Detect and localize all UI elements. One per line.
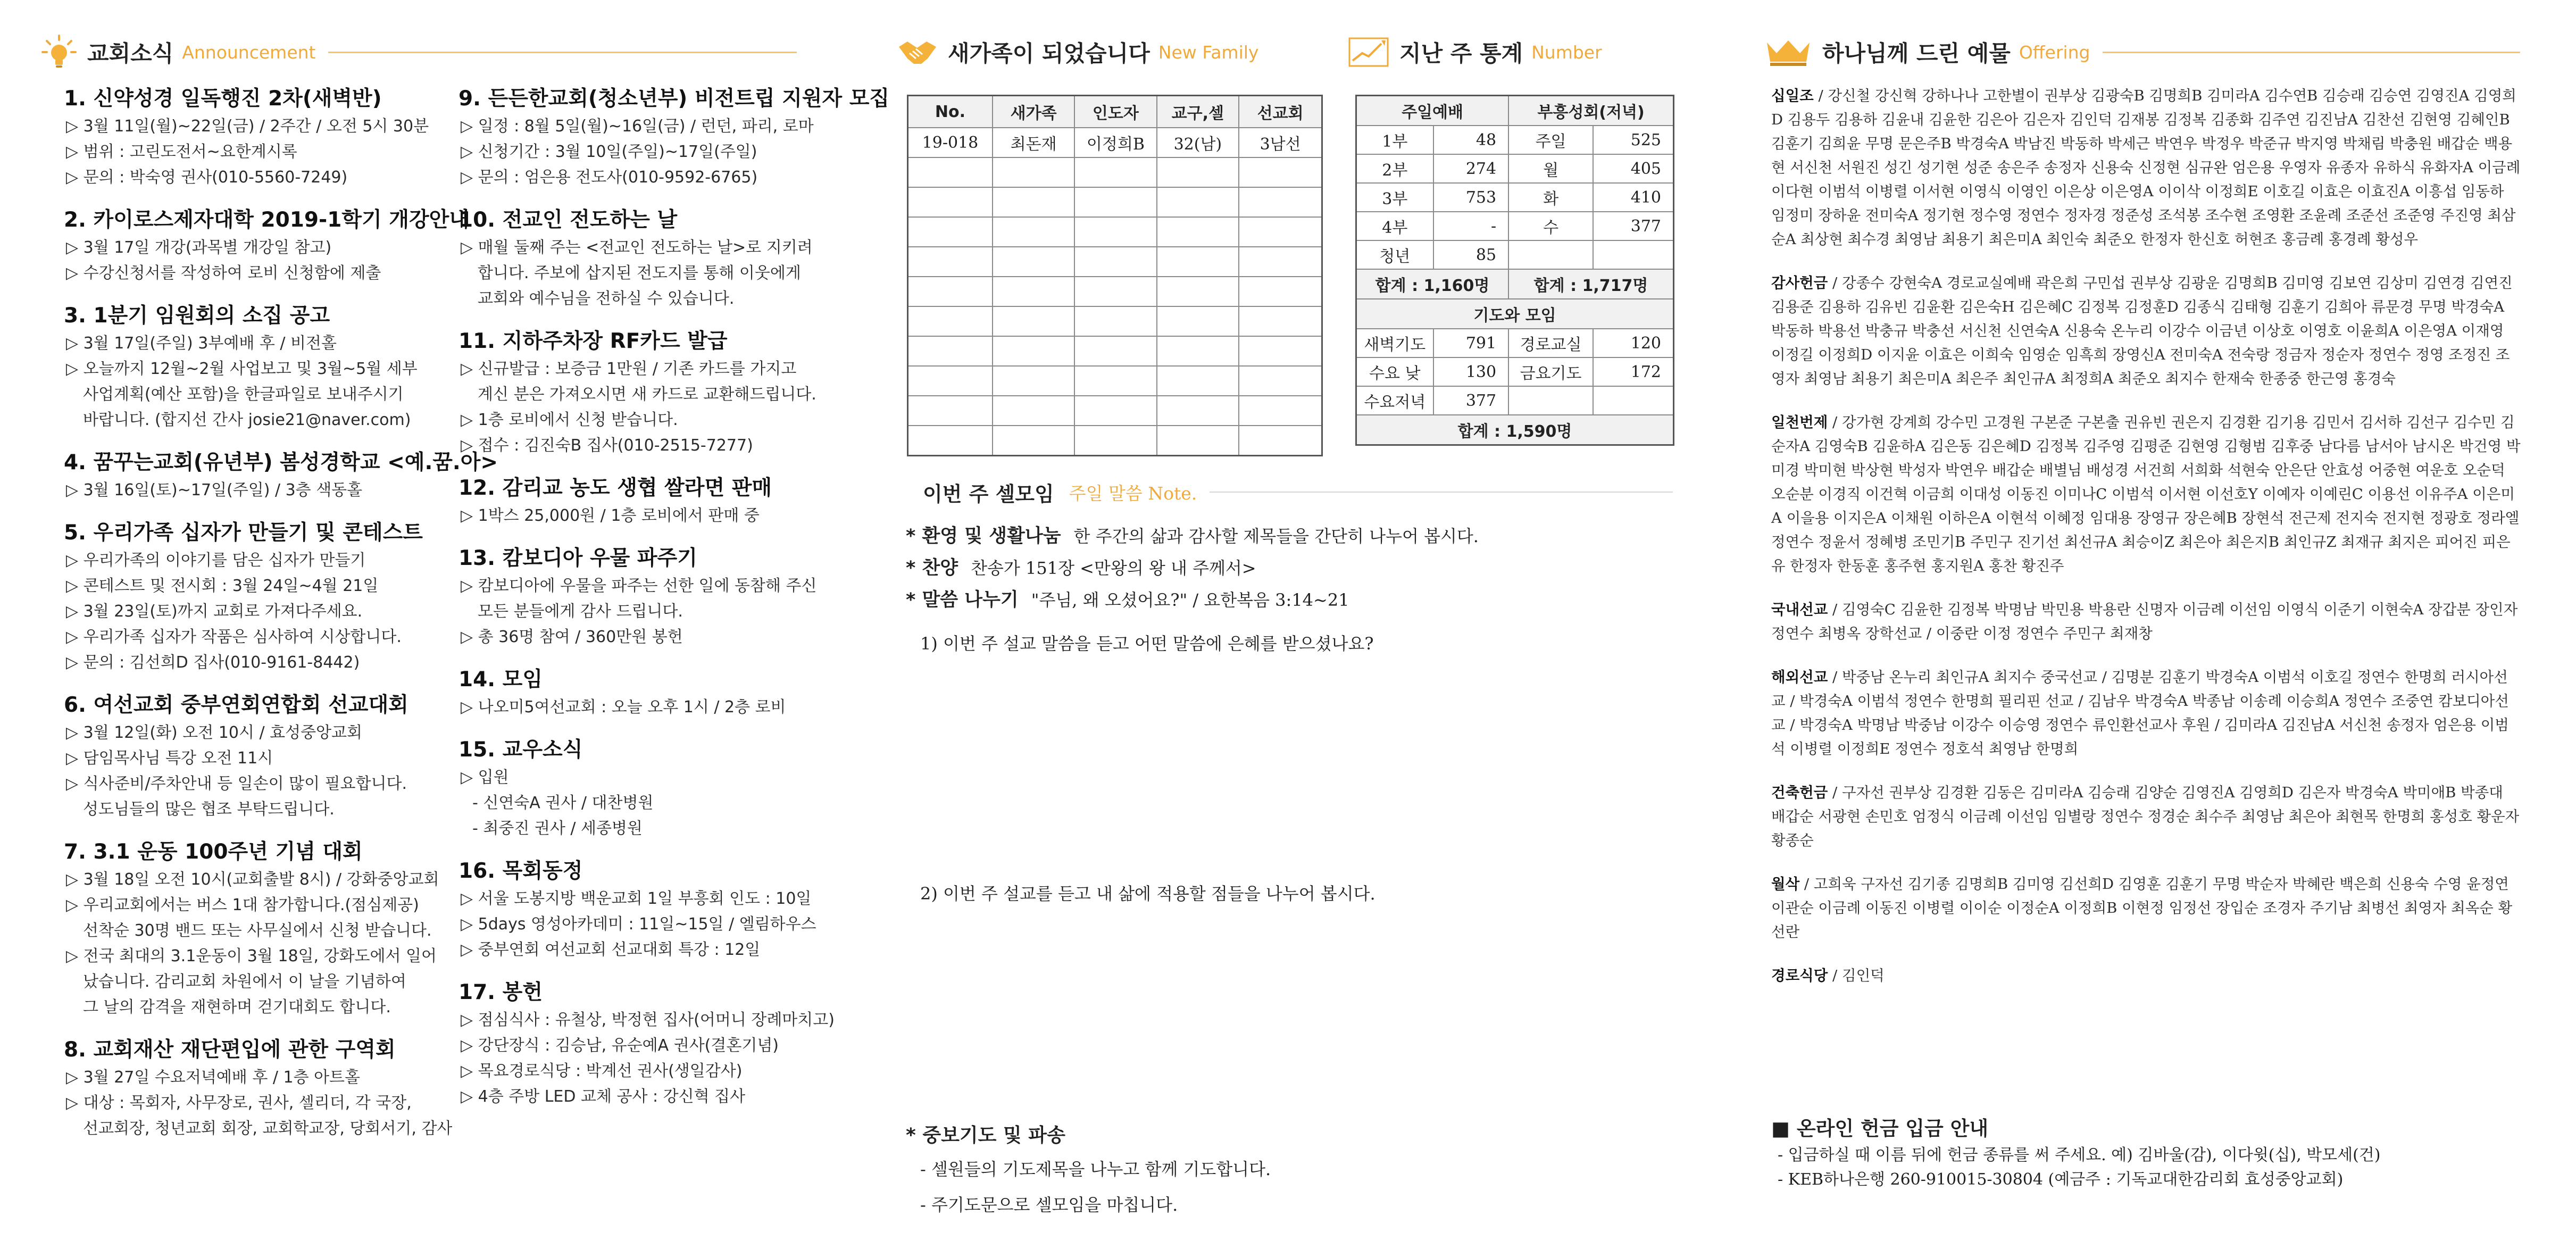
offering-section xyxy=(1771,598,2521,646)
announcement-item-line: - 최중진 권사 / 세종병원 xyxy=(472,819,643,838)
new-family-cell xyxy=(1239,217,1322,247)
announcement-item-line: ▷ 3월 17일 개강(과목별 개강일 참고) xyxy=(66,238,332,257)
new-family-cell xyxy=(1239,396,1322,426)
announcement-item-line: 성도님들의 많은 협조 부탁드립니다. xyxy=(83,800,335,819)
announcement-item-line: ▷ 서울 도봉지방 백운교회 1일 부흥회 인도 : 10일 xyxy=(461,889,812,908)
stats-value: 48 xyxy=(1433,126,1509,154)
announcement-item-line: ▷ 3월 27일 수요저녁예배 후 / 1층 아트홀 xyxy=(66,1068,361,1087)
announcement-header xyxy=(41,26,797,79)
announcement-item xyxy=(458,327,831,459)
announcement-item-line: ▷ 3월 17일(주일) 3부예배 후 / 비전홀 xyxy=(66,334,337,353)
announcement-item-line: ▷ 3월 16일(토)~17일(주일) / 3층 색동홀 xyxy=(66,481,363,500)
new-family-cell xyxy=(1157,396,1239,426)
stats-label: 화 xyxy=(1508,183,1593,212)
stats-value: 120 xyxy=(1593,329,1673,357)
table-row xyxy=(1356,154,1674,183)
cell-meeting-item xyxy=(906,520,1661,552)
new-family-cell xyxy=(993,366,1074,396)
cell-meeting-rule xyxy=(1210,492,1673,493)
table-row xyxy=(1356,183,1674,212)
announcement-item-line: ▷ 신청기간 : 3월 10일(주일)~17일(주일) xyxy=(461,143,757,161)
cell-meeting-item-text: 한 주간의 삶과 감사할 제목들을 간단히 나누어 봅시다. xyxy=(1073,526,1479,546)
new-family-cell xyxy=(993,306,1074,336)
stats-label xyxy=(1508,240,1593,269)
new-family-column-header: No. xyxy=(908,96,993,128)
announcement-item-title: 12. 감리교 농도 생협 쌀라면 판매 xyxy=(458,476,772,500)
announcement-title: 교회소식 xyxy=(87,40,174,66)
header-rule xyxy=(328,52,797,53)
announcement-item-line: 사업계획(예산 포함)을 한글파일로 보내주시기 xyxy=(83,385,404,404)
new-family-cell xyxy=(1239,187,1322,217)
stats-label: 새벽기도 xyxy=(1356,329,1433,357)
crown-icon xyxy=(1765,37,1812,67)
announcement-item-title: 5. 우리가족 십자가 만들기 및 콘테스트 xyxy=(64,521,423,545)
announcement-item xyxy=(64,518,447,676)
new-family-cell: 최돈재 xyxy=(993,128,1074,157)
announcement-item-line: ▷ 오늘까지 12월~2월 사업보고 및 3월~5월 세부 xyxy=(66,360,418,378)
stats-value xyxy=(1593,240,1673,269)
announcement-item-line: ▷ 목요경로식당 : 박계선 권사(생일감사) xyxy=(461,1062,743,1080)
announcement-item-line: ▷ 신규발급 : 보증금 1만원 / 기존 카드를 가지고 xyxy=(461,360,797,378)
cell-meeting-items xyxy=(906,520,1661,616)
new-family-table xyxy=(907,95,1323,456)
new-family-column-header: 선교회 xyxy=(1239,96,1322,128)
new-family-cell xyxy=(1157,306,1239,336)
announcement-item-line: ▷ 나오미5여선교회 : 오늘 오후 1시 / 2층 로비 xyxy=(461,698,786,717)
table-row xyxy=(1356,415,1674,445)
announcement-item xyxy=(64,1035,453,1142)
stats-label: 월 xyxy=(1508,154,1593,183)
offering-title-en: Offering xyxy=(2019,41,2090,63)
announcement-item-line: ▷ 매월 둘째 주는 <전교인 전도하는 날>로 지키려 xyxy=(461,238,813,257)
stats-value: 377 xyxy=(1593,212,1673,240)
announcement-item-line: ▷ 우리가족의 이야기를 담은 십자가 만들기 xyxy=(66,551,366,570)
new-family-cell xyxy=(993,336,1074,366)
new-family-cell: 3남선 xyxy=(1239,128,1322,157)
new-family-cell xyxy=(1157,217,1239,247)
announcement-item-line: ▷ 범위 : 고린도전서~요한계시록 xyxy=(66,143,297,161)
offering-names: / 고희욱 구자선 김기종 김명희B 김미영 김선희D 김영훈 김훈기 무명 박순자 박혜란 백은희 신용숙 수영 윤정연 이관순 이금례 이동진 이병렬 이이순 이정순A 이정희B 이현정 임정선 장입순 조경자 주기남 최병선 최영자 최옥순 황선란 xyxy=(1771,876,2513,940)
new-family-cell xyxy=(1074,247,1156,277)
announcement-item xyxy=(64,837,447,1020)
stats-label: 수 xyxy=(1508,212,1593,240)
new-family-cell xyxy=(993,157,1074,187)
announcement-item-line: ▷ 3월 11일(월)~22일(금) / 2주간 / 오전 5시 30분 xyxy=(66,117,429,136)
announcement-item-line: - 신연숙A 권사 / 대찬병원 xyxy=(472,794,654,812)
announcement-item-line: 났습니다. 감리교회 차원에서 이 날을 기념하여 xyxy=(83,972,406,991)
new-family-column-header: 새가족 xyxy=(993,96,1074,128)
announcement-item-title: 7. 3.1 운동 100주년 기념 대회 xyxy=(64,840,363,864)
offering-section xyxy=(1771,271,2521,391)
offering-category: 일천번제 xyxy=(1771,414,1828,431)
stats-label: 1부 xyxy=(1356,126,1433,154)
announcement-item-line: 그 날의 감격을 재현하며 걷기대회도 합니다. xyxy=(83,998,391,1017)
announcement-item-title: 11. 지하주차장 RF카드 발급 xyxy=(458,329,728,353)
announcement-item-title: 10. 전교인 전도하는 날 xyxy=(458,208,678,232)
cell-meeting-item-text: "주님, 왜 오셨어요?" / 요한복음 3:14~21 xyxy=(1031,590,1349,610)
offering-names: / 구자선 권부상 김경환 김동은 김미라A 김승래 김양순 김영진A 김영희D 김은자 박경숙A 박미애B 박종대 배갑순 서광현 손민호 엄정식 이금례 이선임 임별랑 정연수 정경순 최수주 최영남 최은아 최현목 한명희 홍성호 황운자 황종순 xyxy=(1771,784,2520,849)
stats-label: 수요 낮 xyxy=(1356,357,1433,386)
offering-names: / 박중남 온누리 최인규A 최지수 중국선교 / 김명분 김훈기 박경숙A 이범석 이호길 정연수 한명희 러시아선교 / 박경숙A 이범석 정연수 한명희 필리핀 선교 / 김남우 박경숙A 박종남 이송례 이승희A 정연수 조중연 캄보디아선교 / 박경숙A 박명남 박중남 이강수 이승영 정연수 류인환선교사 후원 / 김미라A 김진남A 서신천 송정자 엄은용 이범석 이병렬 이정희E 정연수 정호석 최영남 한명희 xyxy=(1771,669,2509,757)
stats-label xyxy=(1508,386,1593,415)
new-family-cell xyxy=(1074,187,1156,217)
announcement-item-line: ▷ 접수 : 김진숙B 집사(010-2515-7277) xyxy=(461,436,753,455)
offering-names: / 강신철 강신혁 강하나나 고한별이 권부상 김광숙B 김명희B 김미라A 김수연B 김승래 김승연 김영진A 김영희D 김용두 김용하 김윤내 김윤한 김은아 김은자 김인덕 김재봉 김정복 김종화 김주연 김진남A 김찬선 김현영 김혜인B 김훈기 김희윤 무명 문은주B 박경숙A 박남진 박동하 박세근 박연우 박정우 박준규 박지영 박채림 박충원 배갑순 백용현 서신천 서원진 성긴 성기현 성준 송은주 송정자 신용숙 신정현 심규완 엄은용 우영자 유종자 유하식 유화자A 이금례 이다현 이범석 이병렬 이서현 이영식 이영인 이은상 이은영A 이이삭 이정희E 이호길 이효은 이효진A 이흥섭 임동하 임정미 장하윤 전미숙A 정기현 정수영 정연수 정자경 정준성 조석봉 조수현 조영환 조윤례 조준선 조준영 주진영 최삼순A 최상현 최수경 최영남 최용기 최은미A 최인숙 최준오 한정자 한신호 허현조 홍금례 홍경례 황성우 xyxy=(1771,87,2521,248)
stats-title-en: Number xyxy=(1531,41,1602,63)
new-family-cell xyxy=(908,426,993,456)
intercession-line-2: - 주기도문으로 셀모임을 마칩니다. xyxy=(920,1195,1178,1215)
intercession-line-1: - 셀원들의 기도제목을 나누고 함께 기도합니다. xyxy=(920,1159,1271,1179)
table-row xyxy=(908,247,1322,277)
new-family-cell xyxy=(1074,157,1156,187)
new-family-column-header: 교구,셀 xyxy=(1157,96,1239,128)
announcement-item-line: 바랍니다. (합지선 간사 josie21@naver.com) xyxy=(83,411,411,429)
new-family-cell: 19-018 xyxy=(908,128,993,157)
new-family-cell xyxy=(1239,306,1322,336)
online-offering-title: ■ 온라인 헌금 입금 안내 xyxy=(1771,1117,1989,1140)
announcement-item-line: ▷ 콘테스트 및 전시회 : 3월 24일~4월 21일 xyxy=(66,577,379,595)
new-family-cell xyxy=(908,277,993,306)
stats-value: 405 xyxy=(1593,154,1673,183)
stats-label: 주일 xyxy=(1508,126,1593,154)
announcement-item-line: ▷ 강단장식 : 김승남, 유순예A 권사(결혼기념) xyxy=(461,1036,779,1055)
revival-total: 합계 : 1,717명 xyxy=(1508,269,1673,299)
cell-meeting-item-label: * 환영 및 생활나눔 xyxy=(906,526,1061,547)
new-family-cell xyxy=(908,247,993,277)
new-family-cell xyxy=(1239,157,1322,187)
new-family-cell xyxy=(1239,426,1322,456)
table-row xyxy=(908,426,1322,456)
announcement-item-line: ▷ 일정 : 8월 5일(월)~16일(금) / 런던, 파리, 로마 xyxy=(461,117,814,136)
announcement-item-line: ▷ 우리가족 십자가 작품은 심사하여 시상합니다. xyxy=(66,628,402,646)
offering-section xyxy=(1771,872,2521,944)
cell-meeting-subtitle: 주일 말씀 Note. xyxy=(1069,482,1197,504)
offering-category: 국내선교 xyxy=(1771,601,1828,618)
announcement-item xyxy=(64,690,447,822)
table-row xyxy=(908,336,1322,366)
announcement-item-title: 4. 꿈꾸는교회(유년부) 봄성경학교 <예.꿈.아> xyxy=(64,451,498,475)
new-family-cell xyxy=(908,366,993,396)
table-row xyxy=(1356,357,1674,386)
announcement-item-line: ▷ 수강신청서를 작성하여 로비 신청함에 제출 xyxy=(66,264,381,282)
offering-names: / 김인덕 xyxy=(1832,967,1885,984)
new-family-cell xyxy=(1157,247,1239,277)
announcement-column-2 xyxy=(458,84,890,1125)
offering-category: 경로식당 xyxy=(1771,967,1828,984)
announcement-item-line: ▷ 3월 18일 오전 10시(교회출발 8시) / 강화중앙교회 xyxy=(66,870,439,889)
offering-category: 월삭 xyxy=(1771,876,1800,893)
new-family-cell xyxy=(1074,306,1156,336)
stats-value: 172 xyxy=(1593,357,1673,386)
new-family-cell xyxy=(1157,157,1239,187)
new-family-cell xyxy=(993,426,1074,456)
announcement-item-line: ▷ 3월 12일(화) 오전 10시 / 효성중앙교회 xyxy=(66,723,362,742)
announcement-item-line: ▷ 캄보디아에 우물을 파주는 선한 일에 동참해 주신 xyxy=(461,577,817,595)
new-family-cell xyxy=(1074,366,1156,396)
cell-meeting-item-label: * 말씀 나누기 xyxy=(906,589,1019,611)
announcement-item-line: ▷ 1박스 25,000원 / 1층 로비에서 판매 중 xyxy=(461,506,760,525)
stats-value: 791 xyxy=(1433,329,1509,357)
revival-header: 부흥성회(저녁) xyxy=(1508,96,1673,126)
new-family-cell xyxy=(1074,426,1156,456)
cell-meeting-item xyxy=(906,584,1661,616)
offering-list xyxy=(1771,84,2521,1008)
new-family-cell xyxy=(908,187,993,217)
announcement-item-line: 모든 분들에게 감사 드립니다. xyxy=(478,602,683,621)
new-family-cell xyxy=(908,157,993,187)
table-row xyxy=(1356,299,1674,329)
stats-header xyxy=(1348,26,1678,79)
new-family-cell xyxy=(1074,396,1156,426)
offering-names: / 강가현 강계희 강수민 고경원 구본준 구본출 권유빈 권은지 김경환 김기용 김민서 김서하 김선구 김수민 김순자A 김영숙B 김윤하A 김은동 김은혜D 김정복 김주영 김평준 김현영 김형범 김후중 남다름 남서아 남시온 박건영 박미경 박미현 박상현 박성자 박연우 배갑순 배별님 배성경 서건희 서희화 석현숙 안은단 안효성 어중현 여운호 오순덕 오순분 이경직 이건혁 이금희 이대성 이동진 이미나C 이범석 이서현 이선호Y 이예자 이예린C 이용선 이유주A 이은미A 이을용 이지은A 이채원 이하은A 이현석 이혜정 임대용 장영규 장은혜B 장현석 전근제 전지숙 전지현 정광호 정라엘 정연수 정윤서 정혜병 조민기B 주민구 진기선 최선규A 최승이Z 최은아 최은지B 최인규Z 최재규 최지은 피어진 피은유 한정자 한동훈 홍주현 홍지원A 홍찬 황진주 xyxy=(1771,414,2521,575)
sunday-total: 합계 : 1,160명 xyxy=(1356,269,1509,299)
offering-category: 해외선교 xyxy=(1771,669,1828,686)
announcement-item-line: 교회와 예수님을 전하실 수 있습니다. xyxy=(478,289,735,308)
question-1: 1) 이번 주 설교 말씀을 듣고 어떤 말씀에 은혜를 받으셨나요? xyxy=(920,634,1374,654)
new-family-cell xyxy=(908,217,993,247)
new-family-cell xyxy=(1239,247,1322,277)
stats-value: 130 xyxy=(1433,357,1509,386)
announcement-item-line: ▷ 문의 : 박숙영 권사(010-5560-7249) xyxy=(66,168,348,187)
announcement-item-title: 17. 봉헌 xyxy=(458,980,543,1004)
announcement-item-line: ▷ 식사준비/주차안내 등 일손이 많이 필요합니다. xyxy=(66,775,407,793)
new-family-cell xyxy=(1074,336,1156,366)
table-row xyxy=(1356,329,1674,357)
new-family-cell xyxy=(1239,336,1322,366)
announcement-item-line: ▷ 총 36명 참여 / 360만원 봉헌 xyxy=(461,628,683,646)
announcement-item xyxy=(64,205,469,286)
offering-section xyxy=(1771,964,2521,988)
stats-value: 377 xyxy=(1433,386,1509,415)
announcement-item-line: ▷ 1층 로비에서 신청 받습니다. xyxy=(461,411,678,429)
new-family-cell xyxy=(993,187,1074,217)
header-rule xyxy=(2103,52,2520,53)
new-family-cell xyxy=(993,247,1074,277)
announcement-item-line: ▷ 우리교회에서는 버스 1대 참가합니다.(점심제공) xyxy=(66,896,419,914)
announcement-item-line: ▷ 담임목사님 특강 오전 11시 xyxy=(66,749,273,768)
announcement-item xyxy=(458,856,831,963)
stats-value: 85 xyxy=(1433,240,1509,269)
announcement-item-line: 선착순 30명 밴드 또는 사무실에서 신청 받습니다. xyxy=(83,921,432,940)
online-offering xyxy=(1771,1114,2527,1192)
new-family-header xyxy=(898,26,1334,79)
announcement-item-line: ▷ 대상 : 목회자, 사무장로, 권사, 셀리더, 각 국장, xyxy=(66,1094,412,1112)
table-row xyxy=(1356,269,1674,299)
stats-value: - xyxy=(1433,212,1509,240)
stats-label: 3부 xyxy=(1356,183,1433,212)
new-family-title: 새가족이 되었습니다 xyxy=(948,40,1150,66)
chart-line-icon xyxy=(1348,37,1389,67)
announcement-item-line: ▷ 전국 최대의 3.1운동이 3월 18일, 강화도에서 일어 xyxy=(66,947,437,965)
announcement-item-line: 합니다. 주보에 삽지된 전도지를 통해 이웃에게 xyxy=(478,264,801,282)
stats-label: 경로교실 xyxy=(1508,329,1593,357)
new-family-cell xyxy=(908,306,993,336)
announcement-item-line: ▷ 4층 주방 LED 교체 공사 : 강신혁 집사 xyxy=(461,1087,746,1106)
question-2: 2) 이번 주 설교를 듣고 내 삶에 적용할 점들을 나누어 봅시다. xyxy=(920,884,1375,904)
announcement-item xyxy=(458,473,831,529)
table-row xyxy=(908,306,1322,336)
offering-section xyxy=(1771,781,2521,853)
announcement-item-line: ▷ 문의 : 김선희D 집사(010-9161-8442) xyxy=(66,653,360,672)
new-family-cell xyxy=(993,277,1074,306)
new-family-cell xyxy=(1157,277,1239,306)
offering-section xyxy=(1771,411,2521,578)
prayer-meeting-header: 기도와 모임 xyxy=(1356,299,1674,329)
offering-names: / 김영숙C 김윤한 김정복 박명남 박민용 박용란 신명자 이금례 이선임 이영식 이준기 이현숙A 장갑분 장인자 정연수 최병옥 장학선교 / 이중란 이정 정연수 주민구 최재창 xyxy=(1771,601,2518,642)
announcement-title-en: Announcement xyxy=(182,41,316,63)
table-row xyxy=(1356,386,1674,415)
table-row xyxy=(1356,96,1674,126)
stats-value: 525 xyxy=(1593,126,1673,154)
announcement-item xyxy=(64,301,447,433)
announcement-item xyxy=(458,978,835,1110)
announcement-item-title: 13. 캄보디아 우물 파주기 xyxy=(458,546,697,570)
announcement-item xyxy=(458,84,890,190)
sunday-worship-header: 주일예배 xyxy=(1356,96,1509,126)
announcement-item-title: 1. 신약성경 일독행진 2차(새벽반) xyxy=(64,87,382,111)
table-row xyxy=(908,157,1322,187)
new-family-cell: 32(남) xyxy=(1157,128,1239,157)
table-row xyxy=(908,217,1322,247)
stats-title: 지난 주 통계 xyxy=(1399,40,1523,66)
cell-meeting-header xyxy=(923,476,1673,508)
announcement-item xyxy=(458,735,831,842)
new-family-column-header: 인도자 xyxy=(1074,96,1156,128)
online-offering-line-1: - 입금하실 때 이름 뒤에 헌금 종류를 써 주세요. 예) 김바울(감), 이다윗(십), 박모세(건) xyxy=(1778,1146,2381,1164)
new-family-cell xyxy=(1157,366,1239,396)
new-family-cell xyxy=(1157,336,1239,366)
announcement-item-line: ▷ 중부연회 여선교회 선교대회 특강 : 12일 xyxy=(461,940,761,959)
offering-category: 십일조 xyxy=(1771,87,1814,104)
new-family-cell xyxy=(1239,366,1322,396)
new-family-title-en: New Family xyxy=(1158,41,1259,63)
announcement-item-line: ▷ 3월 23일(토)까지 교회로 가져다주세요. xyxy=(66,602,363,621)
offering-category: 감사헌금 xyxy=(1771,274,1828,292)
table-row xyxy=(908,128,1322,157)
new-family-cell xyxy=(908,396,993,426)
table-row xyxy=(908,396,1322,426)
announcement-item-line: ▷ 입원 xyxy=(461,768,509,787)
cell-meeting-item-label: * 찬양 xyxy=(906,557,958,579)
announcement-item-line: ▷ 5days 영성아카데미 : 11일~15일 / 엘림하우스 xyxy=(461,915,816,934)
announcement-item-title: 14. 모임 xyxy=(458,668,543,692)
announcement-item-title: 6. 여선교회 중부연회연합회 선교대회 xyxy=(64,693,409,717)
intercession-label: * 중보기도 및 파송 xyxy=(906,1125,1065,1146)
announcement-item-title: 8. 교회재산 재단편입에 관한 구역회 xyxy=(64,1038,396,1062)
new-family-cell xyxy=(1157,426,1239,456)
announcement-item-line: 계신 분은 가져오시면 새 카드로 교환해드립니다. xyxy=(478,385,816,404)
new-family-cell xyxy=(908,336,993,366)
announcement-item xyxy=(458,205,831,312)
announcement-item-title: 2. 카이로스제자대학 2019-1학기 개강안내 xyxy=(64,208,469,232)
announcement-item-line: 선교회장, 청년교회 회장, 교회학교장, 당회서기, 감사 xyxy=(83,1119,453,1138)
announcement-item xyxy=(64,84,447,190)
announcement-item-title: 15. 교우소식 xyxy=(458,738,583,762)
table-row xyxy=(1356,126,1674,154)
stats-label: 수요저녁 xyxy=(1356,386,1433,415)
offering-names: / 강종수 강현숙A 경로교실예배 곽은희 구민섭 권부상 김광운 김명희B 김미영 김보연 김상미 김연경 김연진 김용준 김용하 김유빈 김윤환 김은숙H 김은혜C 김정복 김정훈D 김종식 김태형 김훈기 김희아 류문경 무명 박경숙A 박동하 박용선 박충규 박충선 서신천 신연숙A 신용숙 온누리 이강수 이금년 이상호 이영호 이윤희A 이은영A 이재영 이정길 이정희D 이지윤 이효은 이희숙 임영순 임흑희 장영신A 전미숙A 전숙랑 정금자 정순자 정연수 정영 조정진 조영자 최영남 최용기 최은미A 최은주 최인규A 최정희A 최준오 최지수 한재숙 한종중 한근영 홍경숙 xyxy=(1771,274,2513,387)
cell-meeting-title: 이번 주 셀모임 xyxy=(923,482,1054,506)
announcement-item-line: ▷ 점심식사 : 유철상, 박정현 집사(어머니 장례마치고) xyxy=(461,1011,835,1029)
offering-section xyxy=(1771,665,2521,761)
stats-label: 4부 xyxy=(1356,212,1433,240)
new-family-cell xyxy=(993,217,1074,247)
announcement-item xyxy=(458,665,831,720)
cell-meeting-item-text: 찬송가 151장 <만왕의 왕 내 주께서> xyxy=(971,558,1256,578)
cell-meeting-item xyxy=(906,552,1661,584)
stats-table xyxy=(1355,95,1674,446)
table-row xyxy=(1356,240,1674,269)
new-family-cell xyxy=(1074,277,1156,306)
new-family-cell xyxy=(993,396,1074,426)
offering-title: 하나님께 드린 예물 xyxy=(1822,40,2011,66)
new-family-cell xyxy=(1239,277,1322,306)
announcement-item-title: 9. 든든한교회(청소년부) 비전트립 지원자 모집 xyxy=(458,87,890,111)
offering-section xyxy=(1771,84,2521,252)
announcement-item-line: ▷ 문의 : 엄은용 전도사(010-9592-6765) xyxy=(461,168,758,187)
table-row xyxy=(908,277,1322,306)
table-row xyxy=(908,366,1322,396)
lightbulb-icon xyxy=(41,35,77,70)
announcement-item xyxy=(458,544,831,650)
stats-value xyxy=(1593,386,1673,415)
table-row xyxy=(1356,212,1674,240)
handshake-icon xyxy=(898,37,937,67)
stats-value: 410 xyxy=(1593,183,1673,212)
stats-label: 금요기도 xyxy=(1508,357,1593,386)
stats-label: 청년 xyxy=(1356,240,1433,269)
prayer-total: 합계 : 1,590명 xyxy=(1356,415,1674,445)
new-family-cell xyxy=(1157,187,1239,217)
stats-value: 274 xyxy=(1433,154,1509,183)
offering-category: 건축헌금 xyxy=(1771,784,1828,801)
announcement-item xyxy=(64,448,498,503)
announcement-item-title: 16. 목회동정 xyxy=(458,859,583,883)
table-row xyxy=(908,187,1322,217)
new-family-cell xyxy=(1074,217,1156,247)
stats-value: 753 xyxy=(1433,183,1509,212)
new-family-cell: 이정희B xyxy=(1074,128,1156,157)
offering-header xyxy=(1765,26,2520,79)
online-offering-line-2: - KEB하나은행 260-910015-30804 (예금주 : 기독교대한감리회 효성중앙교회) xyxy=(1778,1170,2344,1189)
stats-label: 2부 xyxy=(1356,154,1433,183)
announcement-item-title: 3. 1분기 임원회의 소집 공고 xyxy=(64,304,330,328)
